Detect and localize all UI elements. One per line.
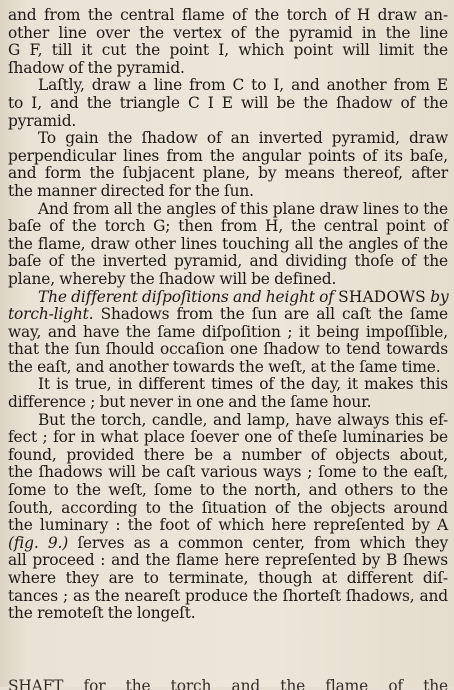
- text-line: G F, till it cut the point I, which point will limit the: [8, 41, 448, 60]
- text-line: all proceed : and the flame here repreſented by B ſhews: [8, 551, 448, 570]
- text-fragment: ſerves as a common center, from which they: [77, 533, 449, 552]
- text-line: ſome to the weſt, ſome to the north, and others to the: [8, 481, 448, 500]
- text-line: the ſhadows will be caſt various ways ; ſome to the eaſt,: [8, 463, 448, 482]
- text-line: perpendicular lines from the angular points of its baſe,: [8, 146, 448, 165]
- text-line: Laſtly, draw a line from C to I, and another from E: [38, 76, 448, 95]
- text-line: pyramid.: [8, 111, 77, 130]
- text-line: the remoteſt the longeſt.: [8, 604, 196, 623]
- text-line: And from all the angles of this plane draw lines to the: [38, 199, 448, 218]
- section-heading: The different diſpoſitions and height of: [38, 287, 334, 306]
- text-line: fect ; for in what place ſoever one of theſe luminaries be: [8, 428, 448, 447]
- section-heading-tail: by: [430, 287, 449, 306]
- text-line: baſe of the torch G; then from H, the central point of: [8, 217, 448, 236]
- page-text: [8, 7, 448, 623]
- text-line: and form the ſubjacent plane, by means thereof, after: [8, 164, 448, 183]
- text-line: But the torch, candle, and lamp, have always this ef-: [38, 410, 448, 429]
- text-line: the eaſt, and another towards the weſt, at the ſame time.: [8, 357, 441, 376]
- text-line: and from the central flame of the torch of H draw an-: [8, 6, 448, 24]
- text-line: the manner directed for the ſun.: [8, 181, 254, 200]
- section-heading-continued: torch-light.: [8, 305, 94, 324]
- text-line: that the ſun ſhould occaſion one ſhadow to tend towards: [8, 340, 448, 359]
- text-line: baſe of the inverted pyramid, and dividing thoſe of the: [8, 252, 448, 271]
- text-fragment: Shadows from the ſun are all caſt the ſame: [100, 305, 449, 324]
- figure-reference: (fig. 9.): [8, 533, 69, 552]
- text-line: where they are to terminate, though at different diſ-: [8, 569, 448, 587]
- text-line: other line over the vertex of the pyramid in the line: [8, 23, 448, 42]
- text-line: ſouth, according to the ſituation of the objects around: [8, 498, 448, 517]
- text-line: the flame, draw other lines touching all the angles of the: [8, 234, 448, 253]
- text-line: ſhadow of the pyramid.: [8, 58, 185, 77]
- text-line: It is true, in different times of the day, it makes this: [38, 375, 448, 394]
- text-line: found, provided there be a number of objects about,: [8, 445, 448, 464]
- cut-off-line: [8, 678, 448, 690]
- text-line: [8, 306, 448, 324]
- section-heading-line: [8, 289, 448, 307]
- text-line: [8, 535, 448, 553]
- section-heading-caps: SHADOWS: [338, 287, 426, 306]
- text-line: SHAFT for the torch and the flame of the: [8, 678, 448, 690]
- text-line: tances ; as the neareſt produce the ſhorteſt ſhadows, and: [8, 586, 448, 605]
- text-line: to I, and the triangle C I E will be the ſhadow of the: [8, 93, 448, 112]
- text-line: plane, whereby the ſhadow will be defined.: [8, 269, 337, 288]
- text-line: difference ; but never in one and the ſame hour.: [8, 393, 372, 412]
- text-line: way, and have the ſame diſpoſition ; it being impoſſible,: [8, 322, 448, 341]
- text-line: the luminary : the foot of which here repreſented by A: [8, 516, 448, 535]
- text-line: To gain the ſhadow of an inverted pyramid, draw: [38, 129, 448, 148]
